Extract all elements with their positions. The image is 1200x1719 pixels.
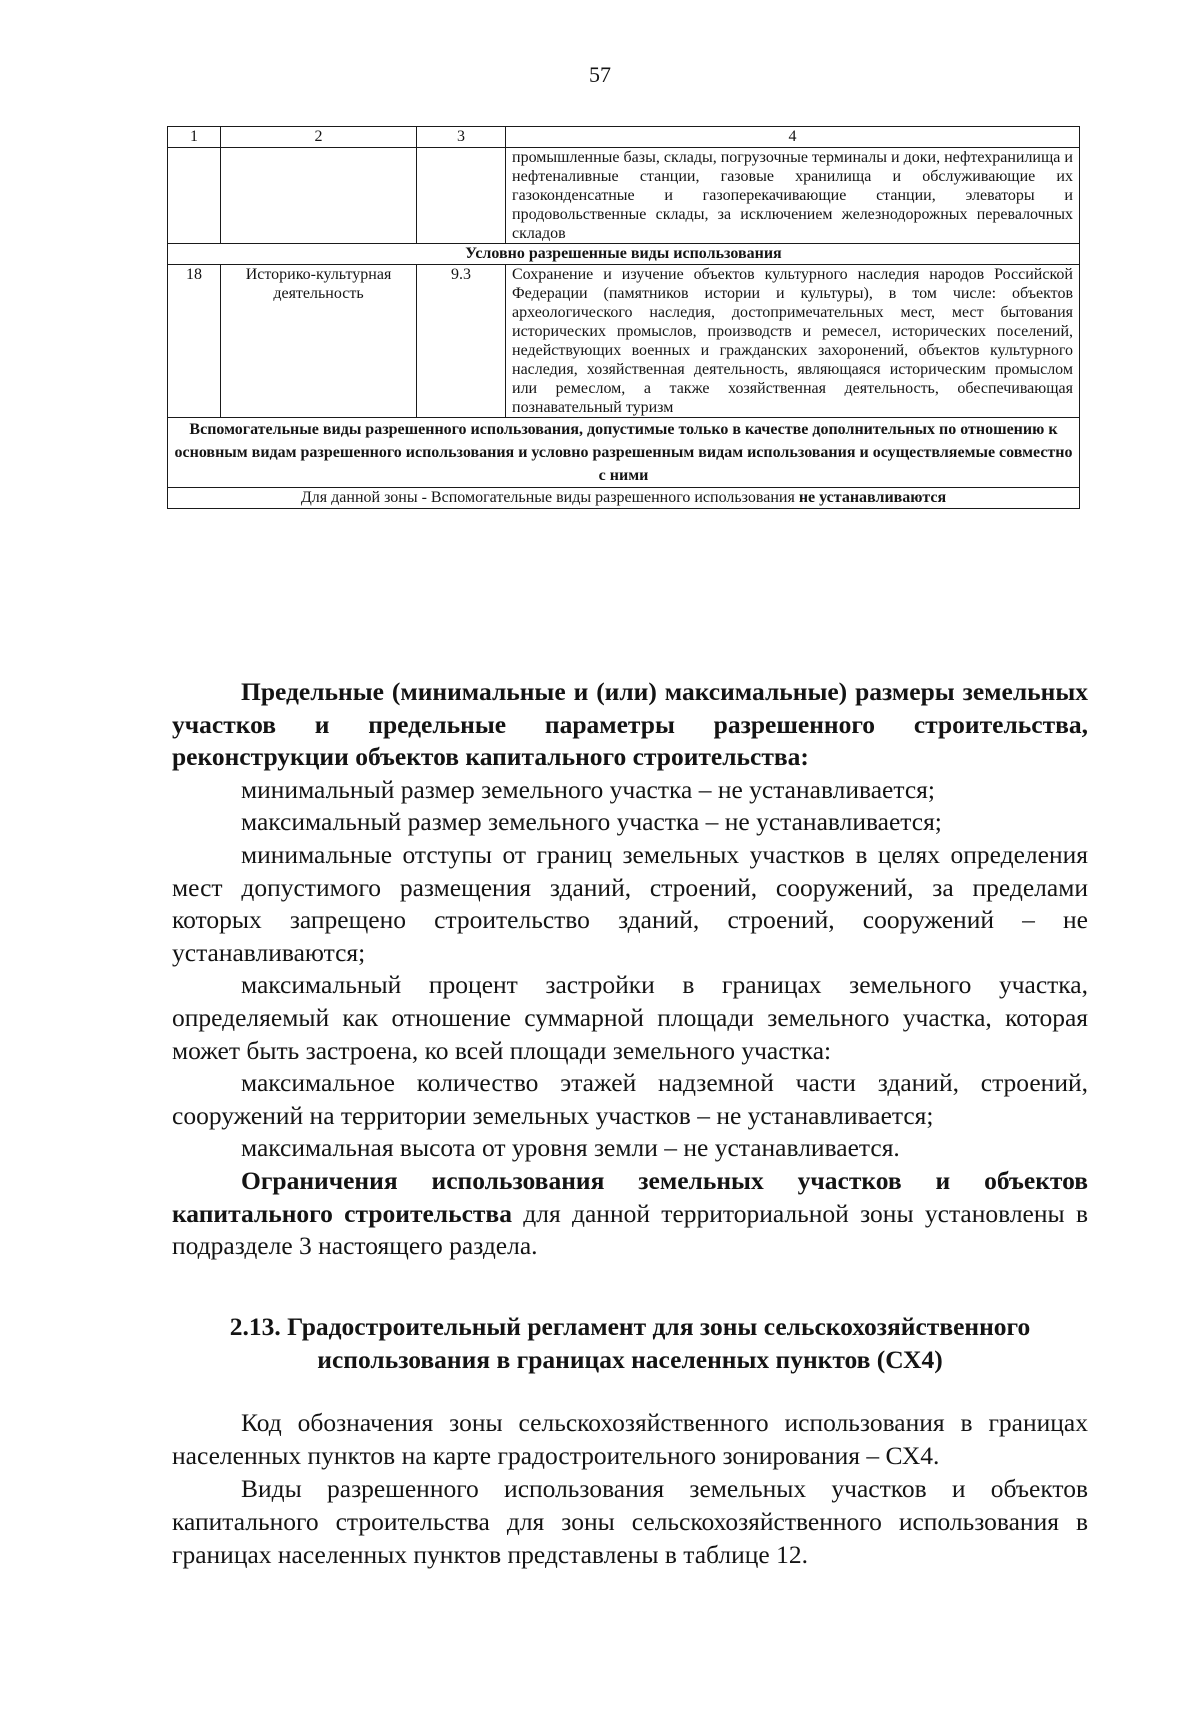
table-header-cell: 1	[168, 127, 221, 148]
zone-description	[172, 1406, 1088, 1571]
auxiliary-uses-note	[168, 488, 1080, 509]
table-note-row	[168, 488, 1080, 509]
table-row	[168, 265, 1080, 418]
table-cell-number	[168, 148, 221, 244]
auxiliary-uses-header: Вспомогательные виды разрешенного использования, допустимые только в качестве дополнительных по отношению к основным видам разрешенного использования и условно разрешенным видам использования и осуществляемые совместно с ними	[168, 418, 1080, 488]
section-title: 2.13. Градостроительный регламент для зоны сельскохозяйственного использования в границах населенных пунктов (СХ4)	[229, 1312, 1031, 1374]
land-use-table	[167, 126, 1080, 509]
limits-item: минимальный размер земельного участка – не устанавливается;	[241, 774, 935, 804]
table-cell-description: Сохранение и изучение объектов культурного наследия народов Российской Федерации (памятников истории и культуры), в том числе: объектов археологического наследия, достопримечательных мест, мест бытования исторических промыслов, производств и ремесел, исторических поселений, недействующих военных и гражданских захоронений, объектов культурного наследия, хозяйственная деятельность, являющаяся историческим промыслом или ремеслом, а также хозяйственная деятельность, обеспечивающая познавательный туризм	[506, 265, 1080, 418]
restrictions-text: для данной территориальной зоны установлены в подразделе 3 настоящего раздела.	[172, 1198, 1089, 1261]
zone-code-paragraph: Код обозначения зоны сельскохозяйственного использования в границах населенных пунктов на карте градостроительного зонирования – СХ4.	[172, 1408, 1088, 1470]
table-cell-name	[221, 148, 417, 244]
auxiliary-note-text: Для данной зоны - Вспомогательные виды разрешенного использования	[300, 489, 799, 506]
table-cell-code: 9.3	[417, 265, 506, 418]
zone-uses-paragraph: Виды разрешенного использования земельных участков и объектов капитального строительства для зоны сельскохозяйственного использования в границах населенных пунктов представлены в таблице 12.	[172, 1474, 1088, 1569]
page-number: 57	[589, 62, 611, 87]
table-cell-description: промышленные базы, склады, погрузочные терминалы и доки, нефтехранилища и нефтеналивные станции, газовые хранилища и обслуживающие их газоконденсатные и газоперекачивающие станции, элеваторы и продовольственные склады, за исключением железнодорожных перевалочных складов	[506, 148, 1080, 244]
table-section-row	[168, 244, 1080, 265]
table-header-cell: 3	[417, 127, 506, 148]
limits-item: максимальное количество этажей надземной части зданий, строений, сооружений на территории земельных участков – не устанавливается;	[172, 1068, 1088, 1130]
restrictions-paragraph	[172, 1165, 1088, 1263]
limits-section	[172, 676, 1088, 1263]
limits-item: максимальный процент застройки в границах земельного участка, определяемый как отношение суммарной площади земельного участка, которая может быть застроена, ко всей площади земельного участка:	[172, 970, 1088, 1065]
auxiliary-note-emphasis: не устанавливаются	[798, 489, 947, 506]
table-header-row	[168, 127, 1080, 148]
table-cell-name: Историко-культурная деятельность	[221, 265, 417, 418]
restrictions-emphasis: Ограничения использования земельных участков и объектов капитального строительства	[172, 1165, 1088, 1228]
table-header-cell: 4	[506, 127, 1080, 148]
table-section-row	[168, 418, 1080, 488]
table-row	[168, 148, 1080, 244]
limits-item: максимальный размер земельного участка – не устанавливается;	[241, 807, 942, 837]
limits-item: минимальные отступы от границ земельных участков в целях определения мест допустимого размещения зданий, строений, сооружений, за пределами которых запрещено строительство зданий, строений, сооружений – не устанавливаются;	[172, 839, 1088, 967]
conditional-uses-header: Условно разрешенные виды использования	[168, 244, 1080, 265]
limits-heading: Предельные (минимальные и (или) максимальные) размеры земельных участков и предельные параметры разрешенного строительства, реконструкции объектов капитального строительства:	[172, 677, 1088, 772]
table-cell-code	[417, 148, 506, 244]
table-header-cell: 2	[221, 127, 417, 148]
limits-item: максимальная высота от уровня земли – не устанавливается.	[241, 1133, 900, 1163]
table-cell-number: 18	[168, 265, 221, 418]
